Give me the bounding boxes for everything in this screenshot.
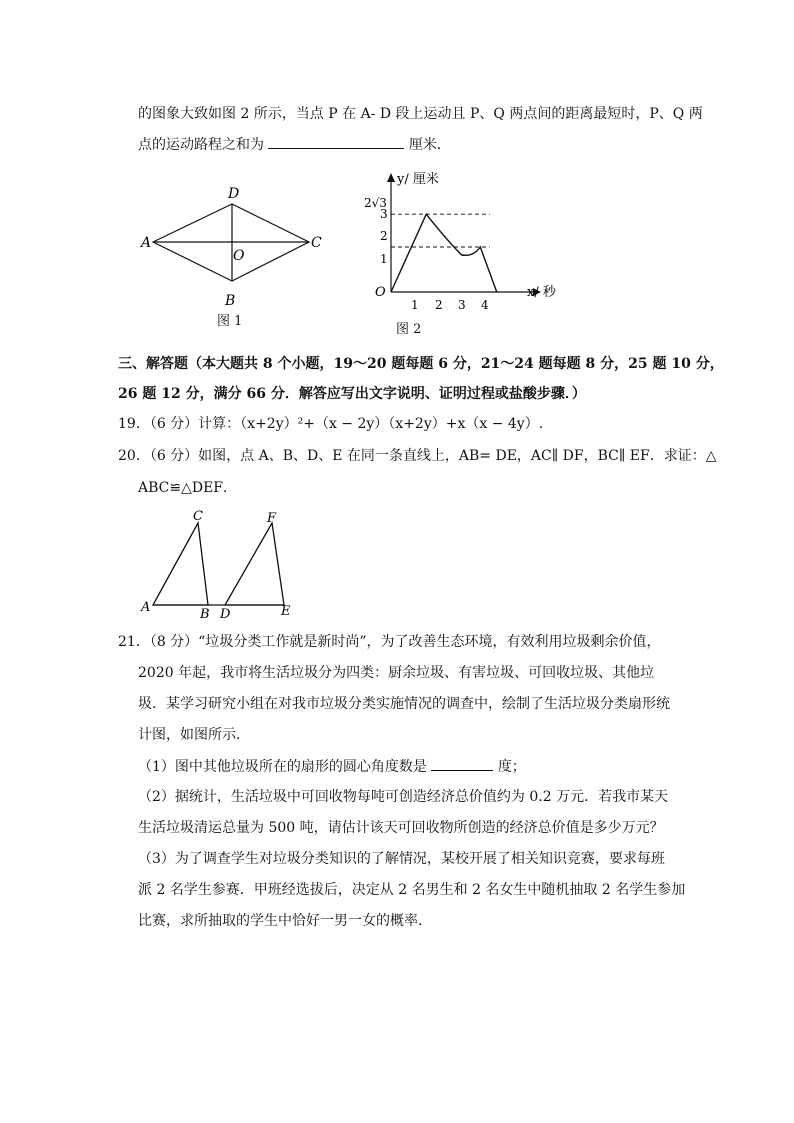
question-21-part2-line2: 生活垃圾清运总量为 500 吨，请估计该天可回收物所创造的经济总价值是多少万元？ bbox=[138, 820, 664, 836]
graph-curve bbox=[391, 214, 497, 292]
label-d: D bbox=[228, 186, 240, 202]
label-c: C bbox=[311, 235, 322, 251]
figure-1-rhombus bbox=[140, 180, 340, 330]
question-21-line1: 21．（8 分）“垃圾分类工作就是新时尚”，为了改善生态环境，有效利用垃圾剩余价值， bbox=[118, 634, 661, 650]
label-a: A bbox=[141, 235, 152, 251]
label-b: B bbox=[225, 293, 236, 309]
question-21-line2: 2020 年起，我市将生活垃圾分为四类：厨余垃圾、有害垃圾、可回收垃圾、其他垃 bbox=[138, 665, 655, 681]
question-21-line3: 圾．某学习研究小组在对我市垃圾分类实施情况的调查中，绘制了生活垃圾分类扇形统 bbox=[138, 696, 670, 712]
x-tick-3: 3 bbox=[458, 298, 466, 312]
figure-2-caption: 图 2 bbox=[396, 322, 422, 337]
answer-blank-q21-1[interactable] bbox=[431, 756, 493, 771]
y-axis-label: y/ 厘米 bbox=[397, 172, 439, 187]
question-19: 19．（6 分）计算：（x+2y）²+（x − 2y）（x+2y）+x（x − 4y）. bbox=[118, 416, 544, 432]
y-axis-arrow bbox=[387, 173, 395, 182]
question-21-part1 bbox=[138, 756, 526, 777]
q21-part1-text: （1）图中其他垃圾所在的扇形的圆心角度数是 bbox=[138, 759, 427, 775]
answer-blank-q18[interactable] bbox=[268, 134, 404, 149]
question-20-line2: ABC≌△DEF． bbox=[138, 480, 238, 496]
q18-line2 bbox=[138, 134, 451, 155]
x-tick-2: 2 bbox=[435, 298, 443, 312]
origin-label: O bbox=[375, 285, 386, 300]
x-tick-1: 1 bbox=[411, 298, 419, 312]
y-tick-2sqrt3: 2√3 bbox=[364, 196, 387, 210]
section-3-header-line1: 三、解答题（本大题共 8 个小题，19～20 题每题 6 分，21～24 题每题 8 分，25 题 10 分， bbox=[118, 356, 724, 372]
y-tick-2: 2 bbox=[380, 229, 388, 243]
q21-part1-unit: 度； bbox=[497, 759, 526, 775]
question-21-line4: 计图，如图所示． bbox=[138, 727, 250, 743]
question-21-part2-line1: （2）据统计，生活垃圾中可回收物每吨可创造经济总价值约为 0.2 万元．若我市某天 bbox=[138, 789, 669, 805]
label-c: C bbox=[193, 509, 203, 524]
label-b: B bbox=[200, 607, 210, 622]
label-a: A bbox=[141, 600, 151, 615]
label-f: F bbox=[267, 511, 277, 526]
triangle-def bbox=[225, 523, 284, 605]
q18-line1: 的图象大致如图 2 所示，当点 P 在 A- D 段上运动且 P、Q 两点间的距离最短时，P、Q 两 bbox=[138, 106, 703, 122]
figure-triangles bbox=[138, 505, 308, 625]
label-e: E bbox=[281, 604, 291, 619]
x-axis-label: x/ 秒 bbox=[527, 285, 556, 300]
q18-line2-unit: 厘米． bbox=[408, 137, 451, 153]
figure-2-graph bbox=[355, 168, 585, 318]
label-d: D bbox=[220, 607, 231, 622]
figure-1-caption: 图 1 bbox=[217, 314, 243, 329]
question-21-part3-line3: 比赛，求所抽取的学生中恰好一男一女的概率． bbox=[138, 913, 432, 929]
question-21-part3-line2: 派 2 名学生参赛．甲班经选拔后，决定从 2 名男生和 2 名女生中随机抽取 2 名学生参加 bbox=[138, 882, 686, 898]
y-tick-3: 3 bbox=[380, 207, 388, 221]
x-tick-4: 4 bbox=[481, 298, 489, 312]
section-3-header-line2: 26 题 12 分，满分 66 分．解答应写出文字说明、证明过程或盐酸步骤．） bbox=[118, 386, 586, 402]
triangle-abc bbox=[153, 523, 208, 605]
q18-line2-text: 点的运动路程之和为 bbox=[138, 137, 264, 153]
label-o: O bbox=[233, 248, 245, 264]
question-20-line1: 20．（6 分）如图，点 A、B、D、E 在同一条直线上，AB= DE，AC∥ DF，BC∥ EF．求证：△ bbox=[118, 448, 717, 464]
question-21-part3-line1: （3）为了调查学生对垃圾分类知识的了解情况，某校开展了相关知识竞赛，要求每班 bbox=[138, 851, 665, 867]
y-tick-1: 1 bbox=[380, 252, 388, 266]
